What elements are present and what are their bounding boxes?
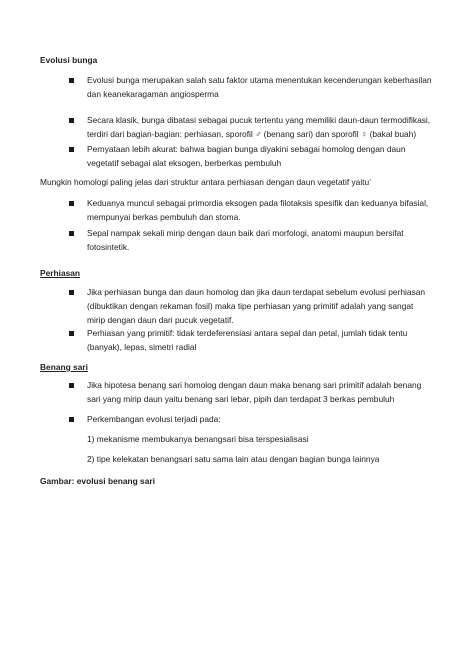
- bullet-4-line-1: Keduanya muncul sebagai primordia eksogen pada filotaksis spesifik dan keduanya bifasial,: [87, 198, 429, 208]
- bullet-icon: [69, 78, 74, 83]
- bullet-icon: [69, 147, 74, 152]
- bullet-5-line-1: Sepal nampak sekali mirip dengan daun baik dari morfologi, anatomi maupun bersifat: [87, 228, 404, 238]
- bullet-icon: [69, 118, 74, 123]
- bullet-icon: [69, 290, 74, 295]
- heading-benang-sari: Benang sari: [40, 362, 88, 372]
- bullet-icon: [69, 231, 74, 236]
- bullet-icon: [69, 331, 74, 336]
- heading-perhiasan: Perhiasan: [40, 268, 81, 278]
- bullet-6-line-1: Jika perhiasan bunga dan daun homolog dan jika daun terdapat sebelum evolusi perhiasan: [87, 287, 426, 297]
- bullet-6-line-2: (dibuktikan dengan rekaman fosil) maka tipe perhiasan yang primitif adalah yang sangat: [87, 301, 414, 311]
- bullet-3-line-2: vegetatif sebagai alat eksogen, berberkas pembuluh: [87, 158, 282, 168]
- list-item-1: 1) mekanisme membukanya benangsari bisa terspesialisasi: [87, 434, 309, 444]
- paragraph-homologi: Mungkin homologi paling jelas dari struktur antara perhiasan dengan daun vegetatif yaitu’: [40, 177, 372, 187]
- bullet-9-line-1: Perkembangan evolusi terjadi pada:: [87, 414, 221, 424]
- bullet-1-line-1: Evolusi bunga merupakan salah satu faktor utama menentukan kecenderungan keberhasilan: [87, 75, 432, 85]
- bullet-5-line-2: fotosintetik.: [87, 242, 130, 252]
- list-item-2: 2) tipe kelekatan benangsari satu sama lain atau dengan bagian bunga lainnya: [87, 454, 380, 464]
- bullet-1-line-2: dan keanekaragaman angiosperma: [87, 89, 219, 99]
- heading-evolusi-bunga: Evolusi bunga: [40, 55, 98, 65]
- bullet-3-line-1: Pernyataan lebih akurat: bahwa bagian bunga diyakini sebagai homolog dengan daun: [87, 144, 406, 154]
- bullet-icon: [69, 201, 74, 206]
- bullet-6-line-3: mirip dengan daun dari pucuk vegetatif.: [87, 315, 234, 325]
- bullet-7-line-1: Perhiasan yang primitif: tidak terdeferensiasi antara sepal dan petal, jumlah tidak tentu: [87, 328, 408, 338]
- bullet-8-line-2: sari yang mirip daun yaitu benang sari lebar, pipih dan terdapat 3 berkas pembuluh: [87, 394, 395, 404]
- bullet-8-line-1: Jika hipotesa benang sari homolog dengan daun maka benang sari primitif adalah benang: [87, 380, 422, 390]
- bullet-2-line-2: terdiri dari bagian-bagian: perhiasan, sporofil ♂ (benang sari) dan sporofil ♀ (bakal buah): [87, 129, 417, 139]
- bullet-icon: [69, 417, 74, 422]
- heading-gambar: Gambar: evolusi benang sari: [40, 476, 155, 486]
- bullet-4-line-2: mempunyai berkas pembuluh dan stoma.: [87, 212, 241, 222]
- bullet-2-line-1: Secara klasik, bunga dibatasi sebagai pucuk tertentu yang memiliki daun-daun termodifikasi,: [87, 115, 431, 125]
- bullet-7-line-2: (banyak), lepas, simetri radial: [87, 342, 197, 352]
- bullet-icon: [69, 383, 74, 388]
